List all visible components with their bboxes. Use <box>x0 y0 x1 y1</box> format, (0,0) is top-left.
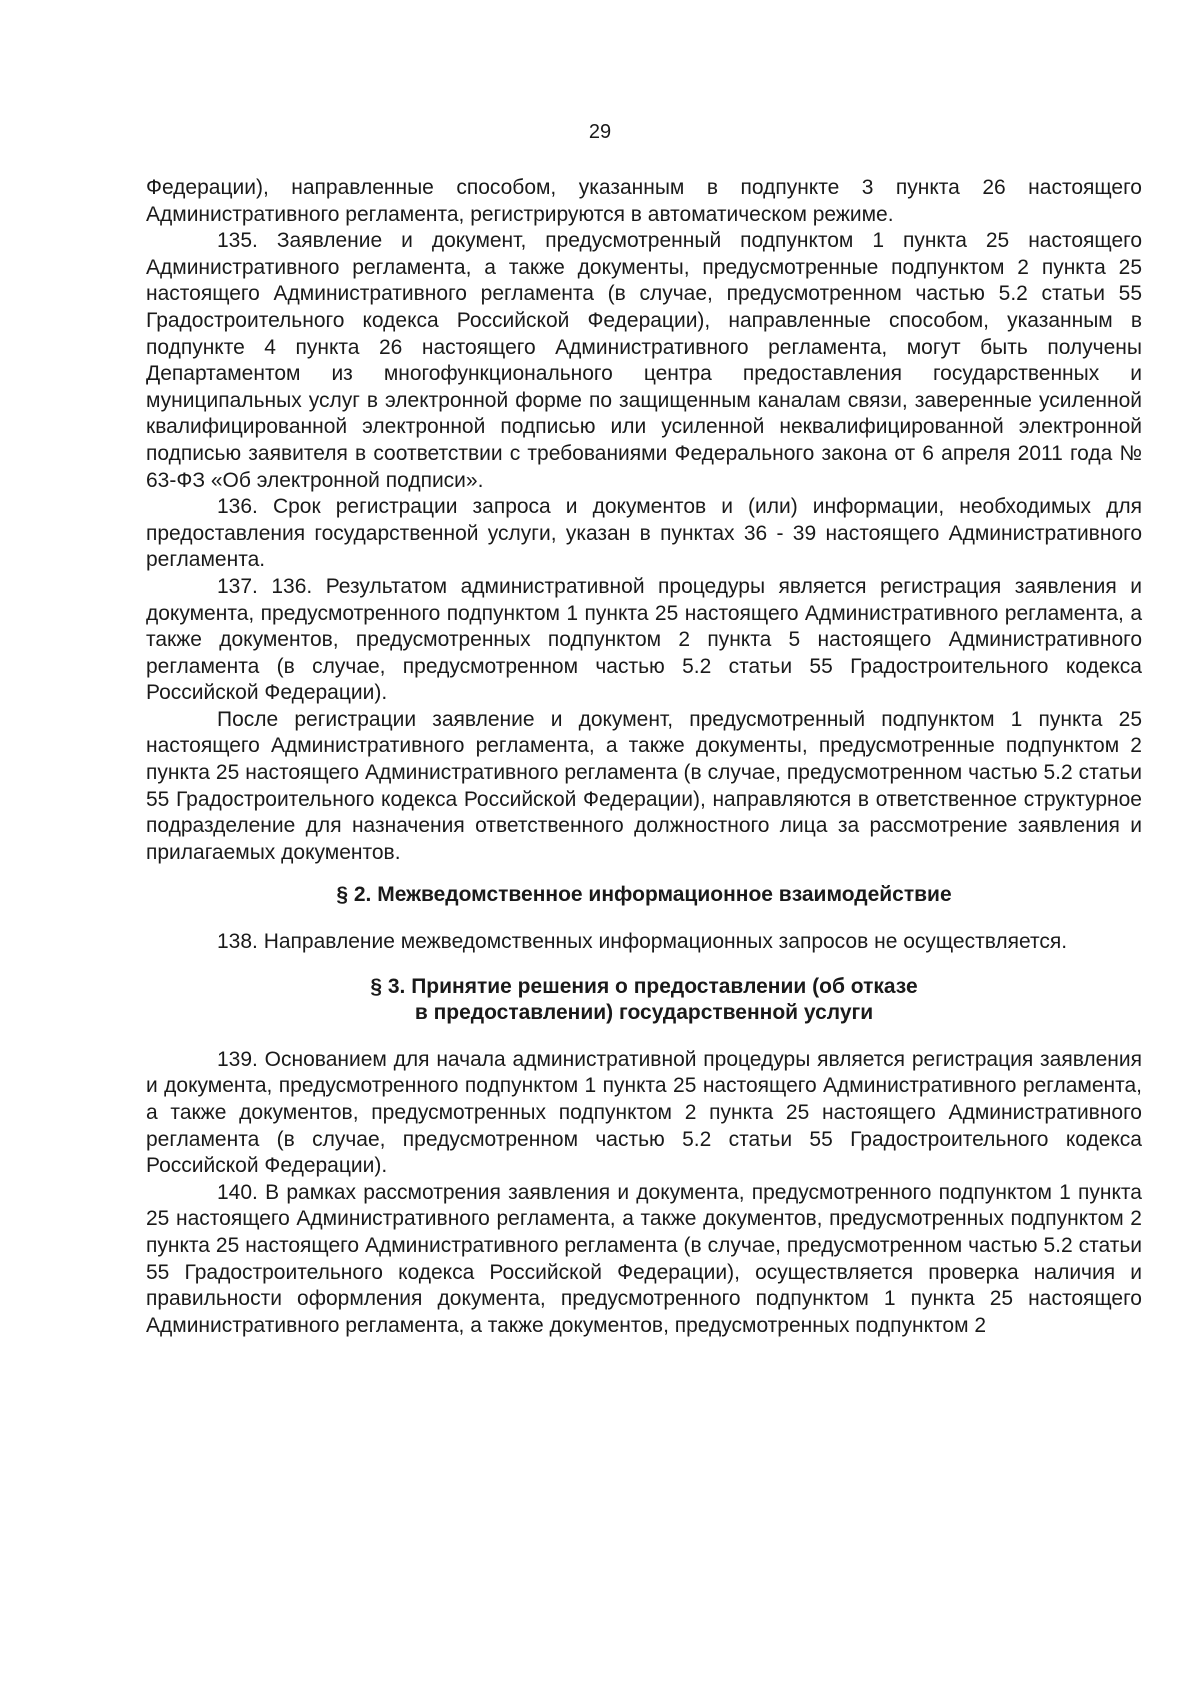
page-number: 29 <box>588 121 612 143</box>
document-body <box>146 175 1142 1339</box>
section-3-heading <box>146 974 1142 1027</box>
spacer <box>146 956 1142 974</box>
paragraph-137: 137. 136. Результатом административной процедуры является регистрация заявления и документа, предусмотренного подпунктом 1 пункта 25 настоящего Административного регламента, а также документов, предусмотренных подпунктом 2 пункта 5 настоящего Административного регламента (в случае, предусмотренном частью 5.2 статьи 55 Градостроительного кодекса Российской Федерации). <box>146 574 1142 705</box>
paragraph-136: 136. Срок регистрации запроса и документов и (или) информации, необходимых для предоставления государственной услуги, указан в пунктах 36 - 39 настоящего Административного регламента. <box>146 495 1142 572</box>
spacer <box>146 866 1142 882</box>
spacer <box>146 1027 1142 1047</box>
paragraph-135: 135. Заявление и документ, предусмотренный подпунктом 1 пункта 25 настоящего Административного регламента, а также документы, предусмотренные подпунктом 2 пункта 25 настоящего Административного регламента (в случае, предусмотренном частью 5.2 статьи 55 Градостроительного кодекса Российской Федерации), направленные способом, указанным в подпункте 4 пункта 26 настоящего Административного регламента, могут быть получены Департаментом из многофункционального центра предоставления государственных и муниципальных услуг в электронной форме по защищенным каналам связи, заверенные усиленной квалифицированной электронной подписью или усиленной неквалифицированной электронной подписью заявителя в соответствии с требованиями Федерального закона от 6 апреля 2011 года № 63-ФЗ «Об электронной подписи». <box>146 229 1142 492</box>
paragraph-138: 138. Направление межведомственных информационных запросов не осуществляется. <box>217 930 1068 954</box>
paragraph-continued: Федерации), направленные способом, указанным в подпункте 3 пункта 26 настоящего Административного регламента, регистрируются в автоматическом режиме. <box>146 176 1142 226</box>
section-3-heading-line-1: § 3. Принятие решения о предоставлении (об отказе <box>370 974 918 998</box>
section-3-heading-line-2: в предоставлении) государственной услуги <box>414 1001 874 1025</box>
paragraph-140: 140. В рамках рассмотрения заявления и документа, предусмотренного подпунктом 1 пункта 25 настоящего Административного регламента, а также документов, предусмотренных подпунктом 2 пункта 25 настоящего Административного регламента (в случае, предусмотренном частью 5.2 статьи 55 Градостроительного кодекса Российской Федерации), осуществляется проверка наличия и правильности оформления документа, предусмотренного подпунктом 1 пункта 25 настоящего Административного регламента, а также документов, предусмотренных подпунктом 2 <box>146 1180 1142 1337</box>
paragraph-139: 139. Основанием для начала административной процедуры является регистрация заявления и документа, предусмотренного подпунктом 1 пункта 25 настоящего Административного регламента, а также документов, предусмотренных подпунктом 2 пункта 25 настоящего Административного регламента (в случае, предусмотренном частью 5.2 статьи 55 Градостроительного кодекса Российской Федерации). <box>146 1047 1142 1178</box>
spacer <box>146 909 1142 929</box>
section-2-heading: § 2. Межведомственное информационное взаимодействие <box>336 883 952 907</box>
paragraph-after-registration: После регистрации заявление и документ, предусмотренный подпунктом 1 пункта 25 настоящего Административного регламента, а также документы, предусмотренные подпунктом 2 пункта 25 настоящего Административного регламента (в случае, предусмотренном частью 5.2 статьи 55 Градостроительного кодекса Российской Федерации), направляются в ответственное структурное подразделение для назначения ответственного должностного лица за рассмотрение заявления и прилагаемых документов. <box>146 707 1142 864</box>
